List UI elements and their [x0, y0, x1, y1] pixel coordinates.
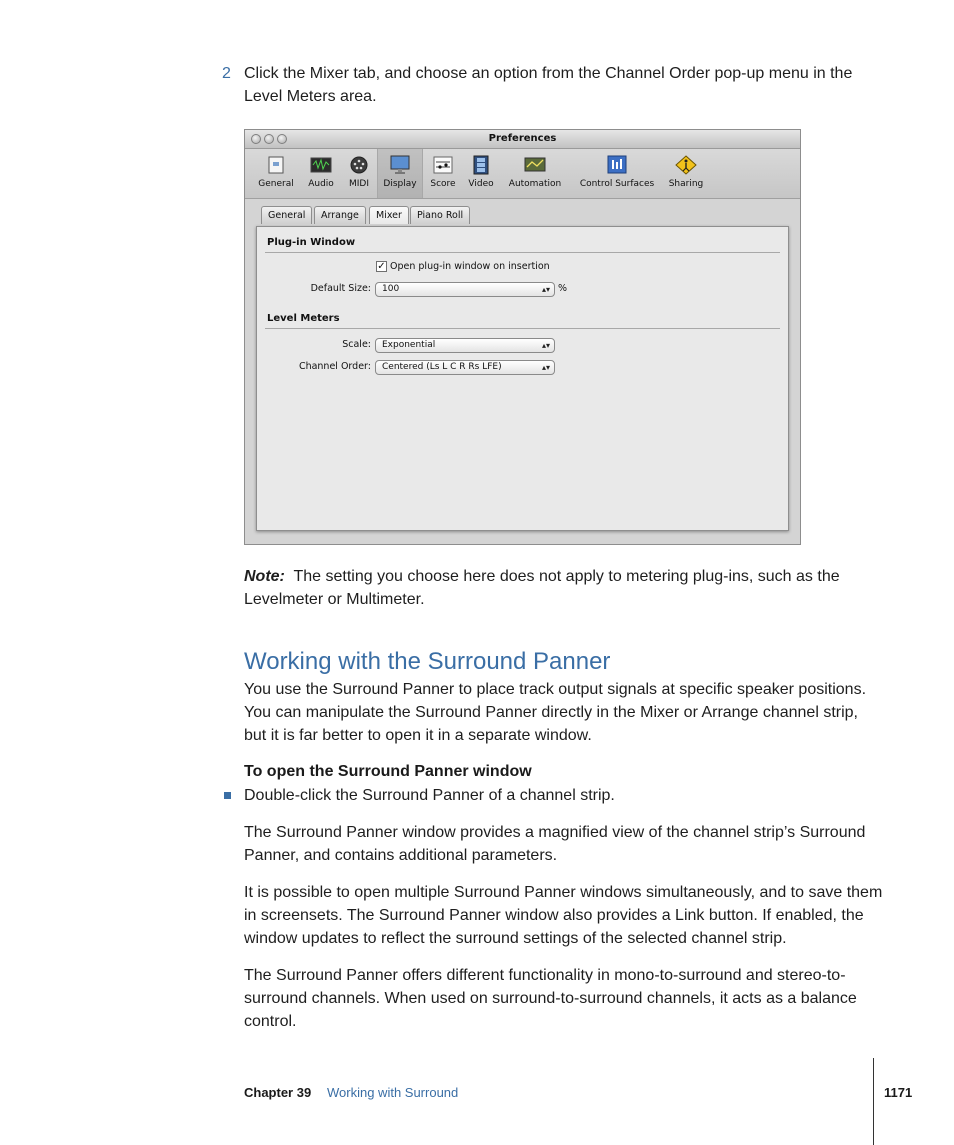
stepper-arrows-icon: ▴▾ [541, 285, 550, 294]
section-divider [265, 252, 780, 253]
default-size-stepper[interactable] [375, 282, 555, 297]
toolbar-control-surfaces[interactable] [573, 149, 661, 198]
step-number: 2 [222, 65, 231, 82]
tab-general[interactable]: General [261, 206, 312, 224]
footer-chapter-title: Working with Surround [327, 1085, 459, 1100]
paragraph-functionality: The Surround Panner offers different functionality in mono-to-surround and stereo-to-surround channels. When used on surround-to-surround channels, it acts as a balance control. [244, 967, 857, 1030]
toolbar-midi[interactable] [343, 149, 375, 198]
midi-icon [348, 155, 370, 175]
open-plugin-checkbox[interactable]: ✓ [377, 261, 386, 272]
sharing-icon [675, 155, 697, 175]
tab-piano-roll[interactable]: Piano Roll [410, 206, 470, 224]
section-divider [265, 328, 780, 329]
automation-icon [524, 155, 546, 175]
toolbar-label: Video [468, 179, 494, 189]
footer-divider [873, 1058, 874, 1145]
toolbar-sharing[interactable] [665, 149, 707, 198]
page-number: 1171 [884, 1085, 913, 1100]
task-heading: To open the Surround Panner window [244, 763, 532, 780]
control-surfaces-icon [606, 155, 628, 175]
window-title: Preferences [488, 133, 557, 144]
preferences-toolbar [245, 149, 800, 199]
step-text: Click the Mixer tab, and choose an option from the Channel Order pop-up menu in the Level Meters area. [244, 65, 853, 105]
toolbar-label: Display [383, 179, 417, 189]
toolbar-label: Automation [508, 179, 562, 189]
channel-order-value: Centered (Ls L C R Rs LFE) [382, 362, 502, 372]
toolbar-video[interactable] [463, 149, 499, 198]
note-paragraph [244, 565, 884, 611]
bullet-item: Double-click the Surround Panner of a channel strip. [244, 787, 615, 804]
window-titlebar [245, 130, 800, 149]
default-size-value: 100 [382, 284, 400, 294]
section-heading: Working with the Surround Panner [244, 648, 611, 675]
level-meters-heading: Level Meters [267, 313, 340, 324]
plugin-window-heading: Plug-in Window [267, 237, 356, 248]
tab-arrange[interactable]: Arrange [314, 206, 366, 224]
channel-order-label: Channel Order: [298, 361, 371, 372]
default-size-unit: % [558, 283, 568, 294]
footer-chapter: Chapter 39 [244, 1085, 312, 1100]
popup-arrows-icon: ▴▾ [541, 341, 550, 350]
toolbar-audio[interactable] [302, 149, 340, 198]
toolbar-label: MIDI [348, 179, 369, 189]
preferences-window-screenshot [244, 129, 801, 545]
channel-order-popup[interactable] [375, 360, 555, 375]
toolbar-label: Audio [308, 179, 334, 189]
toolbar-label: Sharing [668, 179, 704, 189]
toolbar-label: General [258, 179, 294, 189]
paragraph-screensets: It is possible to open multiple Surround Panner windows simultaneously, and to save them in screensets. The Surround Panner window also provides a Link button. If enabled, the window updates to reflect the surround settings of the selected channel strip. [244, 884, 883, 947]
toolbar-general[interactable] [255, 149, 297, 198]
toolbar-label: Score [430, 179, 456, 189]
toolbar-label: Control Surfaces [579, 179, 655, 189]
general-icon [265, 155, 287, 175]
display-icon [389, 155, 411, 175]
audio-icon [310, 155, 332, 175]
paragraph-window: The Surround Panner window provides a magnified view of the channel strip’s Surround Panner, and contains additional parameters. [244, 824, 866, 864]
scale-label: Scale: [342, 339, 371, 350]
toolbar-display[interactable] [377, 149, 423, 198]
toolbar-score[interactable] [425, 149, 461, 198]
note-text: The setting you choose here does not apply to metering plug-ins, such as the Levelmeter or Multimeter. [244, 568, 840, 608]
note-label: Note: [244, 568, 285, 585]
score-icon [432, 155, 454, 175]
popup-arrows-icon: ▴▾ [541, 363, 550, 372]
toolbar-automation[interactable] [503, 149, 567, 198]
paragraph-intro: You use the Surround Panner to place track output signals at specific speaker positions. You can manipulate the Surround Panner directly in the Mixer or Arrange channel strip, but it is far better to open it in a separate window. [244, 681, 867, 744]
tab-mixer[interactable]: Mixer [369, 206, 409, 224]
scale-popup[interactable] [375, 338, 555, 353]
video-icon [470, 155, 492, 175]
default-size-label: Default Size: [310, 283, 371, 294]
open-plugin-label: Open plug-in window on insertion [390, 261, 550, 272]
mixer-settings-panel [256, 226, 789, 531]
bullet-square-icon [224, 792, 231, 799]
scale-value: Exponential [382, 340, 436, 350]
